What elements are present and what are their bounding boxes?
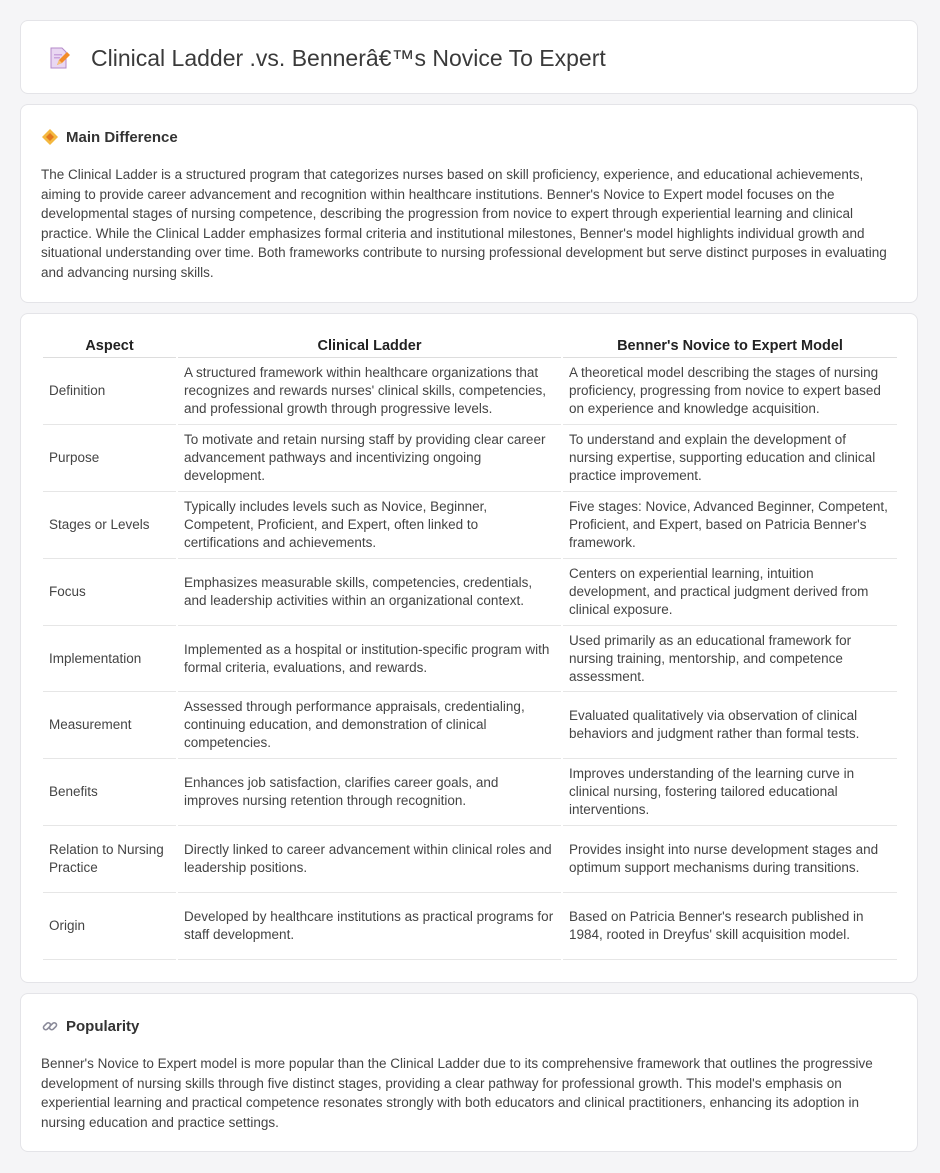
benner-cell: Used primarily as an educational framework for nursing training, mentorship, and competence assessment. (563, 626, 897, 693)
aspect-cell: Stages or Levels (43, 492, 176, 559)
column-header: Clinical Ladder (178, 335, 561, 358)
table-row (43, 626, 897, 693)
clinical-ladder-cell: A structured framework within healthcare organizations that recognizes and rewards nurses' clinical skills, competencies, and professional growth through progressive levels. (178, 358, 561, 425)
link-icon (41, 1017, 59, 1035)
table-row (43, 759, 897, 826)
clinical-ladder-cell: Assessed through performance appraisals, credentialing, continuing education, and demonstration of clinical competencies. (178, 692, 561, 759)
column-header: Benner's Novice to Expert Model (563, 335, 897, 358)
page-title: Clinical Ladder .vs. Bennerâ€™s Novice To Expert (91, 44, 606, 71)
table-row (43, 358, 897, 425)
diamond-icon (41, 128, 59, 146)
benner-cell: Evaluated qualitatively via observation of clinical behaviors and judgment rather than formal tests. (563, 692, 897, 759)
benner-cell: A theoretical model describing the stages of nursing proficiency, progressing from novice to expert based on experience and knowledge acquisition. (563, 358, 897, 425)
aspect-cell: Focus (43, 559, 176, 626)
aspect-cell: Origin (43, 893, 176, 960)
benner-cell: Five stages: Novice, Advanced Beginner, Competent, Proficient, and Expert, based on Patricia Benner's framework. (563, 492, 897, 559)
main-difference-section (20, 104, 918, 303)
main-difference-text: The Clinical Ladder is a structured program that categorizes nurses based on skill proficiency, experience, and educational achievements, aiming to provide career advancement and recognition within healthcare institutions. Benner's Novice to Expert model focuses on the developmental stages of nursing competence, describing the progression from novice to expert through experiential learning and clinical practice. While the Clinical Ladder emphasizes formal criteria and institutional milestones, Benner's model highlights individual growth and situational understanding over time. Both frameworks contribute to nursing professional development but serve distinct purposes in evaluating and advancing nursing skills. (41, 167, 887, 280)
table-row (43, 893, 897, 960)
aspect-cell: Definition (43, 358, 176, 425)
table-row (43, 425, 897, 492)
document-edit-icon (47, 46, 71, 70)
aspect-cell: Benefits (43, 759, 176, 826)
benner-cell: Based on Patricia Benner's research published in 1984, rooted in Dreyfus' skill acquisition model. (563, 893, 897, 960)
comparison-table (41, 335, 899, 960)
table-row (43, 492, 897, 559)
table-row (43, 826, 897, 893)
clinical-ladder-cell: Enhances job satisfaction, clarifies career goals, and improves nursing retention through recognition. (178, 759, 561, 826)
benner-cell: To understand and explain the development of nursing expertise, supporting education and clinical practice improvement. (563, 425, 897, 492)
aspect-cell: Purpose (43, 425, 176, 492)
popularity-text: Benner's Novice to Expert model is more popular than the Clinical Ladder due to its comprehensive framework that outlines the progressive development of nursing skills through five distinct stages, providing a clear pathway for professional growth. This model's emphasis on experiential learning and practical competence resonates strongly with both educators and clinical practitioners, enhancing its adoption in nursing education and practice settings. (41, 1056, 873, 1130)
title-card (20, 20, 918, 94)
clinical-ladder-cell: To motivate and retain nursing staff by providing clear career advancement pathways and incentivizing ongoing development. (178, 425, 561, 492)
clinical-ladder-cell: Directly linked to career advancement within clinical roles and leadership positions. (178, 826, 561, 893)
clinical-ladder-cell: Emphasizes measurable skills, competencies, credentials, and leadership activities within an organizational context. (178, 559, 561, 626)
clinical-ladder-cell: Developed by healthcare institutions as practical programs for staff development. (178, 893, 561, 960)
clinical-ladder-cell: Implemented as a hospital or institution-specific program with formal criteria, evaluations, and rewards. (178, 626, 561, 693)
table-row (43, 692, 897, 759)
clinical-ladder-cell: Typically includes levels such as Novice, Beginner, Competent, Proficient, and Expert, often linked to certifications and achievements. (178, 492, 561, 559)
benner-cell: Centers on experiential learning, intuition development, and practical judgment derived from clinical exposure. (563, 559, 897, 626)
table-row (43, 559, 897, 626)
aspect-cell: Implementation (43, 626, 176, 693)
aspect-cell: Relation to Nursing Practice (43, 826, 176, 893)
comparison-section (20, 313, 918, 983)
benner-cell: Provides insight into nurse development stages and optimum support mechanisms during transitions. (563, 826, 897, 893)
column-header: Aspect (43, 335, 176, 358)
section-heading: Popularity (66, 1017, 140, 1035)
table-header-row (43, 335, 897, 358)
popularity-section (20, 993, 918, 1152)
benner-cell: Improves understanding of the learning curve in clinical nursing, fostering tailored educational interventions. (563, 759, 897, 826)
section-heading: Main Difference (66, 128, 178, 146)
aspect-cell: Measurement (43, 692, 176, 759)
